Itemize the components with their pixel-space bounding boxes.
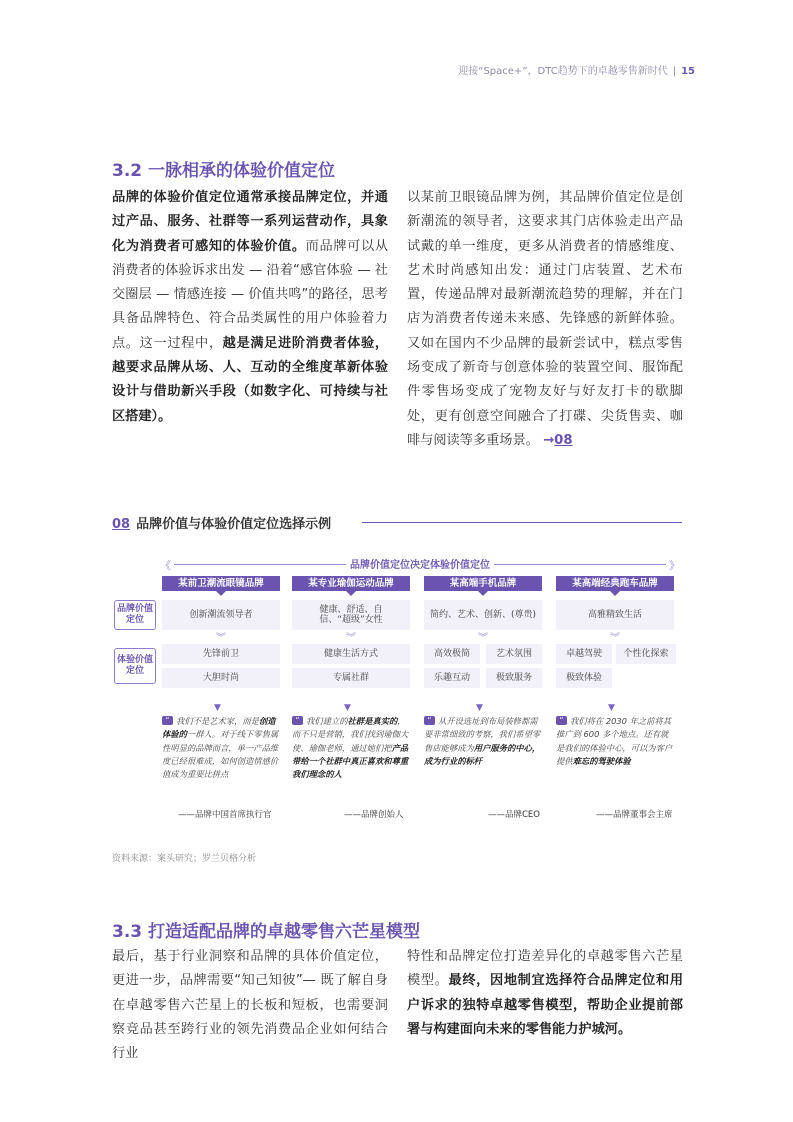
text-run: 最后，基于行业洞察和品牌的具体价值定位，更进一步，品牌需要“知己知彼”— 既了解自身在卓越零售六芒星上的长板和短板，也需要洞察竞品甚至跨行业的领先消费品企业如何结合行业 (112, 949, 388, 1062)
row-label-brand-value (114, 600, 156, 630)
quote-attribution: ——品牌CEO (488, 810, 540, 820)
experience-cell: 大胆时尚 (162, 668, 280, 688)
section-3-2-right-paragraph (407, 186, 683, 453)
experience-cell: 卓越驾驶 (556, 644, 612, 664)
quote-bold: 用户服务的中心，成为行业的标杆 (424, 742, 541, 766)
row-label-text: 品牌价值定位 (116, 604, 153, 625)
arrow-down-icon: ▼ (608, 703, 615, 713)
brand-positioning-cell (556, 600, 674, 630)
text-run: 特性和品牌定位打造差异化的卓越零售六芒星模型。 (407, 949, 683, 989)
quote-text: 我们建立的 (306, 716, 348, 726)
arrow-right-icon: → (543, 432, 555, 448)
bold-run: 品牌的体验价值定位通常承接品牌定位，并通过产品、服务、社群等一系列运营动作，具象化为消费者可感知的体验价值。 (112, 190, 388, 254)
figure-reference-number: 08 (554, 432, 573, 448)
section-3-2-left-paragraph (112, 186, 388, 429)
brand-positioning-text: 健康、舒适、自信、“超级”女性 (319, 605, 383, 625)
quote-mark-icon: “ (162, 716, 173, 725)
experience-cell: 先锋前卫 (162, 644, 280, 664)
brand-positioning-cell (162, 600, 280, 630)
text-run: 以某前卫眼镜品牌为例，其品牌价值定位是创新潮流的领导者，这要求其门店体验走出产品试戴的单一维度，更多从消费者的情感维度、艺术时尚感知出发：通过门店装置、艺术布置，传递品牌对最新潮流趋势的理解，并在门店为消费者传递未来感、先锋感的新鲜体验。又如在国内不少品牌的最新尝试中，糕点零售场变成了新奇与创意体验的装置空间、服饰配件零售场变成了宠物友好与好友打卡的歇脚处，更有创意空间融合了打碟、尖货售卖、咖啡与阅读等多重场景。 (407, 190, 683, 448)
running-header (458, 62, 695, 77)
row-label-experience-value (114, 648, 156, 684)
column-head: 某专业瑜伽运动品牌 (292, 576, 410, 591)
quote-text: ，而不只是营销，我们找到瑜伽大使、瑜伽老师，通过她们把 (292, 716, 409, 753)
chevron-down-icon: ︾ (346, 633, 356, 644)
quote-attribution: ——品牌董事会主席 (596, 810, 673, 820)
experience-cell: 极致体验 (556, 668, 612, 688)
experience-cell: 极致服务 (486, 668, 542, 688)
banner-text-wrap (160, 556, 680, 571)
quote-text: 我们不是艺术家，而是 (176, 716, 259, 726)
figure-title-rule (362, 522, 682, 523)
text-run: 而品牌可以从消费者的体验诉求出发 — 沿着“感官体验 — 社交圈层 — 情感连接 — 价值共鸣”的路径，思考具备品牌特色、符合品类属性的用户体验着力点。这一过程中， (112, 238, 389, 351)
bold-run: 越是满足进阶消费者体验，越要求品牌从场、人、互动的全维度革新体验设计与借助新兴手段（如数字化、可持续与社区搭建）。 (112, 335, 389, 424)
experience-cell: 乐趣互动 (424, 668, 480, 688)
brand-positioning-cell (424, 600, 542, 630)
experience-cell: 健康生活方式 (292, 644, 410, 664)
experience-cell: 高效极简 (424, 644, 480, 664)
quote (556, 715, 674, 768)
quote-text: 一群人。对于线下零售属性明显的品牌而言，单一产品维度已经很难成，如何创造情感价值成为重要比拼点 (162, 729, 279, 780)
figure-banner (160, 558, 680, 570)
arrow-down-icon: ▼ (344, 703, 351, 713)
quote (292, 715, 410, 781)
quote-bold: 产品带给一个社群中真正喜欢和尊重我们理念的人 (292, 742, 409, 780)
quote (162, 715, 280, 781)
brand-positioning-text: 创新潮流领导者 (189, 610, 253, 620)
banner-text: 品牌价值定位决定体验价值定位 (346, 560, 494, 571)
bold-run: 最终，因地制宜选择符合品牌定位和用户诉求的独特卓越零售模型，帮助企业提前部署与构建面向未来的零售能力护城河。 (407, 973, 684, 1037)
page-number: 15 (681, 66, 695, 77)
arrow-down-icon: ▼ (214, 703, 221, 713)
quote-mark-icon: “ (292, 716, 303, 725)
quote-text: 从开设选址到布局装修都需要非常细致的考察，我们希望零售店能够成为 (424, 716, 541, 753)
chevron-down-icon: ︾ (216, 633, 226, 644)
running-header-title: 迎接“Space+”，DTC趋势下的卓越零售新时代 (458, 66, 668, 77)
chevron-down-icon: ︾ (610, 633, 620, 644)
row-label-text: 体验价值定位 (116, 655, 153, 676)
arrow-down-icon: ▼ (476, 703, 483, 713)
figure-title (112, 513, 331, 532)
quote-bold: 社群是真实的 (347, 716, 398, 726)
running-header-separator: | (672, 66, 677, 77)
section-3-3-left-paragraph (112, 945, 388, 1066)
section-3-2-heading: 3.2 一脉相承的体验价值定位 (112, 161, 336, 181)
figure-reference-link[interactable] (543, 433, 572, 448)
experience-cell: 专属社群 (292, 668, 410, 688)
brand-positioning-cell (292, 600, 410, 630)
quote-attribution: ——品牌创始人 (344, 810, 404, 820)
column-head: 某高端手机品牌 (424, 576, 542, 591)
section-3-3-heading: 3.3 打造适配品牌的卓越零售六芒星模型 (112, 922, 421, 942)
brand-positioning-text: 简约、艺术、创新、(尊贵) (429, 610, 537, 620)
figure-source: 资料来源：案头研究；罗兰贝格分析 (112, 854, 257, 864)
double-chevron-left-icon: 《 (160, 559, 171, 572)
quote-mark-icon: “ (424, 716, 435, 725)
quote-mark-icon: “ (556, 716, 567, 725)
quote-bold: 创造体验的 (162, 716, 276, 740)
experience-cell: 个性化探索 (616, 644, 676, 664)
figure-title-text: 品牌价值与体验价值定位选择示例 (136, 517, 332, 532)
column-head: 某高端经典跑车品牌 (556, 576, 674, 591)
column-head: 某前卫潮流眼镜品牌 (162, 576, 280, 591)
quote-bold: 难忘的驾驶体验 (572, 755, 631, 766)
section-3-3-right-paragraph (407, 945, 683, 1042)
quote-text: 我们将在 2030 年之前将其推广到 600 多个地点。还有就是我们的体验中心，可以为客户提供 (556, 716, 673, 766)
quote (424, 715, 542, 768)
experience-cell: 艺术氛围 (486, 644, 542, 664)
brand-positioning-text: 高雅精致生活 (587, 610, 642, 620)
figure-number: 08 (112, 517, 131, 532)
quote-attribution: ——品牌中国首席执行官 (178, 810, 272, 820)
chevron-down-icon: ︾ (478, 633, 488, 644)
double-chevron-right-icon: 》 (669, 559, 680, 572)
